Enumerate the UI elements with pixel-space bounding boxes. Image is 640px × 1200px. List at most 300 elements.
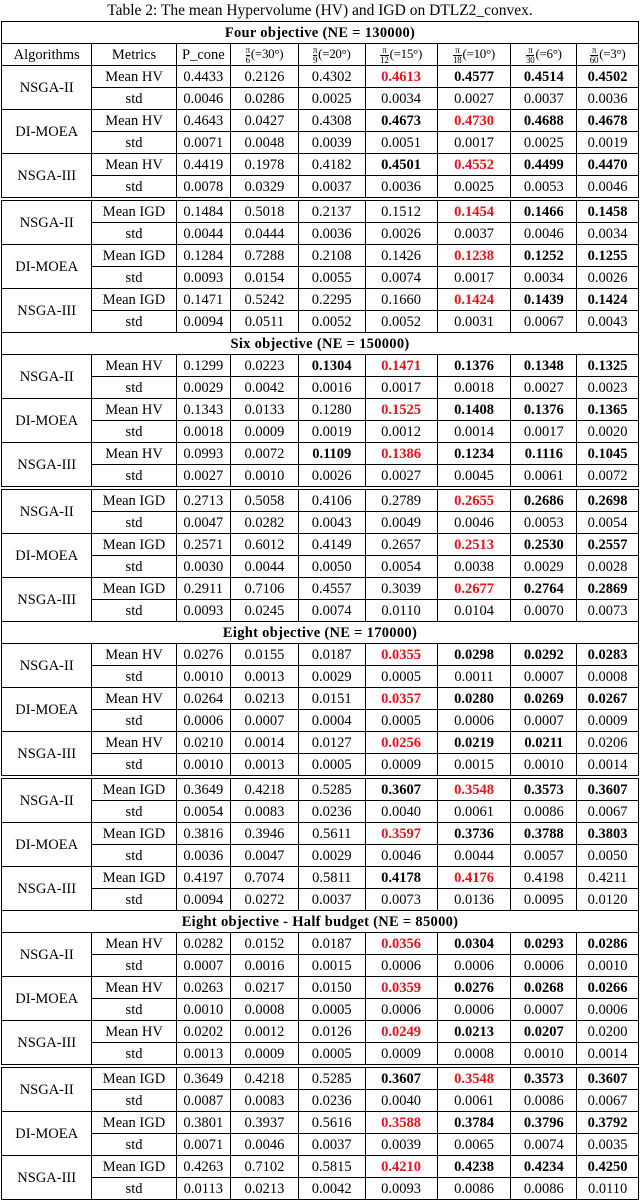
value-cell: 0.0236	[298, 801, 365, 823]
value-cell: 0.4182	[298, 154, 365, 176]
value-cell: 0.0071	[176, 132, 230, 154]
value-cell: 0.0050	[298, 556, 365, 578]
metric-label: Mean IGD	[92, 1112, 176, 1134]
table-row	[2, 154, 639, 176]
value-cell: 0.1386	[365, 443, 437, 465]
value-cell: 0.4197	[176, 867, 230, 889]
value-cell: 0.0010	[176, 666, 230, 688]
section-title-row	[2, 333, 639, 355]
value-cell: 0.0110	[577, 1178, 639, 1200]
value-cell: 0.0074	[298, 600, 365, 622]
value-cell: 0.4502	[577, 66, 639, 88]
table-row	[2, 644, 639, 666]
header-suffix: (=10°)	[462, 46, 495, 62]
results-table	[1, 21, 639, 1200]
value-cell: 0.0276	[176, 644, 230, 666]
value-cell: 0.0018	[437, 377, 511, 399]
value-cell: 0.0127	[298, 732, 365, 754]
value-cell: 0.0007	[176, 955, 230, 977]
value-cell: 0.0095	[511, 889, 577, 911]
value-cell: 0.0016	[231, 955, 299, 977]
fraction-den: 9	[312, 54, 318, 65]
value-cell: 0.0025	[511, 132, 577, 154]
value-cell: 0.0086	[511, 1090, 577, 1112]
value-cell: 0.0036	[176, 845, 230, 867]
value-cell: 0.3784	[437, 1112, 511, 1134]
value-cell: 0.0026	[365, 223, 437, 245]
algorithm-name: NSGA-II	[2, 644, 92, 688]
value-cell: 0.0072	[231, 443, 299, 465]
header-row	[2, 44, 639, 66]
value-cell: 0.0042	[298, 1178, 365, 1200]
value-cell: 0.1471	[365, 355, 437, 377]
value-cell: 0.2698	[577, 490, 639, 512]
value-cell: 0.4106	[298, 490, 365, 512]
value-cell: 0.7102	[231, 1156, 299, 1178]
value-cell: 0.0061	[437, 1090, 511, 1112]
value-cell: 0.1252	[511, 245, 577, 267]
header-algorithms: Algorithms	[2, 44, 92, 66]
metric-label: std	[92, 889, 176, 911]
value-cell: 0.0264	[176, 688, 230, 710]
value-cell: 0.0282	[231, 512, 299, 534]
algorithm-name: NSGA-III	[2, 578, 92, 622]
metric-label: Mean HV	[92, 732, 176, 754]
table-row	[2, 999, 639, 1021]
value-cell: 0.0026	[577, 267, 639, 289]
metric-label: std	[92, 223, 176, 245]
value-cell: 0.2789	[365, 490, 437, 512]
metric-label: std	[92, 600, 176, 622]
metric-label: Mean HV	[92, 688, 176, 710]
value-cell: 0.0054	[577, 512, 639, 534]
value-cell: 0.0213	[231, 688, 299, 710]
metric-label: Mean HV	[92, 933, 176, 955]
value-cell: 0.4557	[298, 578, 365, 600]
value-cell: 0.1439	[511, 289, 577, 311]
value-cell: 0.0037	[437, 223, 511, 245]
value-cell: 0.2764	[511, 578, 577, 600]
table-row	[2, 1178, 639, 1200]
algorithm-name: DI-MOEA	[2, 110, 92, 154]
metric-label: std	[92, 754, 176, 776]
header-col-4	[437, 44, 511, 66]
value-cell: 0.0037	[298, 176, 365, 198]
metric-label: Mean HV	[92, 644, 176, 666]
value-cell: 0.0044	[176, 223, 230, 245]
value-cell: 0.0152	[231, 933, 299, 955]
algorithm-name: NSGA-III	[2, 289, 92, 333]
value-cell: 0.1304	[298, 355, 365, 377]
table-row	[2, 977, 639, 999]
value-cell: 0.5616	[298, 1112, 365, 1134]
value-cell: 0.0072	[577, 465, 639, 487]
value-cell: 0.0040	[365, 1090, 437, 1112]
metric-label: std	[92, 1090, 176, 1112]
algorithm-name: NSGA-II	[2, 66, 92, 110]
value-cell: 0.4678	[577, 110, 639, 132]
metric-label: std	[92, 465, 176, 487]
value-cell: 0.4419	[176, 154, 230, 176]
value-cell: 0.0020	[577, 421, 639, 443]
metric-label: Mean IGD	[92, 289, 176, 311]
value-cell: 0.0187	[298, 644, 365, 666]
metric-label: std	[92, 176, 176, 198]
value-cell: 0.0031	[437, 311, 511, 333]
value-cell: 0.0187	[298, 933, 365, 955]
header-suffix: (=6°)	[535, 46, 562, 62]
value-cell: 0.0037	[298, 889, 365, 911]
metric-label: Mean HV	[92, 110, 176, 132]
fraction-num: π	[245, 44, 250, 55]
algorithm-name: NSGA-II	[2, 933, 92, 977]
table-row	[2, 1156, 639, 1178]
table-row	[2, 88, 639, 110]
value-cell: 0.0018	[176, 421, 230, 443]
value-cell: 0.3816	[176, 823, 230, 845]
value-cell: 0.0071	[176, 1134, 230, 1156]
table-row	[2, 732, 639, 754]
value-cell: 0.1978	[231, 154, 299, 176]
value-cell: 0.7288	[231, 245, 299, 267]
metric-label: Mean IGD	[92, 779, 176, 801]
value-cell: 0.2557	[577, 534, 639, 556]
value-cell: 0.3588	[365, 1112, 437, 1134]
value-cell: 0.1348	[511, 355, 577, 377]
value-cell: 0.2686	[511, 490, 577, 512]
value-cell: 0.0035	[577, 1134, 639, 1156]
value-cell: 0.0015	[298, 955, 365, 977]
value-cell: 0.0005	[298, 1043, 365, 1065]
value-cell: 0.3649	[176, 779, 230, 801]
metric-label: std	[92, 999, 176, 1021]
metric-label: std	[92, 132, 176, 154]
value-cell: 0.4234	[511, 1156, 577, 1178]
value-cell: 0.0219	[437, 732, 511, 754]
metric-label: std	[92, 1134, 176, 1156]
value-cell: 0.4218	[231, 779, 299, 801]
value-cell: 0.0067	[577, 1090, 639, 1112]
value-cell: 0.4302	[298, 66, 365, 88]
value-cell: 0.3801	[176, 1112, 230, 1134]
header-col-2	[298, 44, 365, 66]
value-cell: 0.3788	[511, 823, 577, 845]
value-cell: 0.5285	[298, 779, 365, 801]
value-cell: 0.4211	[577, 867, 639, 889]
value-cell: 0.4218	[231, 1068, 299, 1090]
algorithm-name: DI-MOEA	[2, 399, 92, 443]
value-cell: 0.0094	[176, 311, 230, 333]
metric-label: Mean IGD	[92, 1068, 176, 1090]
metric-label: std	[92, 845, 176, 867]
table-row	[2, 1134, 639, 1156]
value-cell: 0.0039	[298, 132, 365, 154]
table-row	[2, 666, 639, 688]
table-row	[2, 245, 639, 267]
value-cell: 0.0014	[437, 421, 511, 443]
value-cell: 0.3607	[577, 1068, 639, 1090]
metric-label: std	[92, 710, 176, 732]
value-cell: 0.0017	[437, 267, 511, 289]
results-table-body	[2, 22, 639, 1200]
table-row	[2, 534, 639, 556]
header-col-1	[231, 44, 299, 66]
value-cell: 0.0009	[231, 1043, 299, 1065]
value-cell: 0.0286	[231, 88, 299, 110]
value-cell: 0.0042	[231, 377, 299, 399]
metric-label: Mean IGD	[92, 867, 176, 889]
metric-label: std	[92, 88, 176, 110]
algorithm-name: NSGA-III	[2, 867, 92, 911]
value-cell: 0.0292	[511, 644, 577, 666]
value-cell: 0.0048	[231, 132, 299, 154]
value-cell: 0.0010	[511, 754, 577, 776]
metric-label: std	[92, 666, 176, 688]
value-cell: 0.0054	[176, 801, 230, 823]
fraction-num: π	[526, 46, 534, 56]
value-cell: 0.1525	[365, 399, 437, 421]
value-cell: 0.3736	[437, 823, 511, 845]
table-row	[2, 933, 639, 955]
value-cell: 0.4433	[176, 66, 230, 88]
table-row	[2, 754, 639, 776]
header-col-6	[577, 44, 639, 66]
algorithm-name: DI-MOEA	[2, 688, 92, 732]
value-cell: 0.0013	[176, 1043, 230, 1065]
header-suffix: (=15°)	[389, 46, 422, 62]
value-cell: 0.5058	[231, 490, 299, 512]
table-row	[2, 132, 639, 154]
value-cell: 0.0276	[437, 977, 511, 999]
value-cell: 0.4613	[365, 66, 437, 88]
value-cell: 0.1660	[365, 289, 437, 311]
value-cell: 0.0006	[365, 999, 437, 1021]
header-metrics: Metrics	[92, 44, 176, 66]
value-cell: 0.2911	[176, 578, 230, 600]
value-cell: 0.0272	[231, 889, 299, 911]
value-cell: 0.1116	[511, 443, 577, 465]
value-cell: 0.0236	[298, 1090, 365, 1112]
value-cell: 0.2713	[176, 490, 230, 512]
table-row	[2, 779, 639, 801]
section-title: Six objective (NE = 150000)	[2, 333, 639, 355]
value-cell: 0.2530	[511, 534, 577, 556]
algorithm-name: NSGA-III	[2, 732, 92, 776]
table-row	[2, 267, 639, 289]
value-cell: 0.0052	[365, 311, 437, 333]
value-cell: 0.4178	[365, 867, 437, 889]
algorithm-name: DI-MOEA	[2, 1112, 92, 1156]
value-cell: 0.5611	[298, 823, 365, 845]
value-cell: 0.0006	[437, 955, 511, 977]
value-cell: 0.3548	[437, 1068, 511, 1090]
value-cell: 0.0256	[365, 732, 437, 754]
section-title: Four objective (NE = 130000)	[2, 22, 639, 44]
value-cell: 0.1045	[577, 443, 639, 465]
table-row	[2, 1021, 639, 1043]
value-cell: 0.0356	[365, 933, 437, 955]
table-row	[2, 512, 639, 534]
value-cell: 0.0151	[298, 688, 365, 710]
value-cell: 0.0010	[176, 754, 230, 776]
value-cell: 0.0036	[577, 88, 639, 110]
table-row	[2, 823, 639, 845]
value-cell: 0.0286	[577, 933, 639, 955]
fraction-den: 12	[380, 54, 389, 65]
value-cell: 0.0070	[511, 600, 577, 622]
algorithm-name: NSGA-III	[2, 443, 92, 487]
fraction	[380, 46, 388, 65]
value-cell: 0.0004	[298, 710, 365, 732]
value-cell: 0.5815	[298, 1156, 365, 1178]
value-cell: 0.6012	[231, 534, 299, 556]
value-cell: 0.5018	[231, 201, 299, 223]
value-cell: 0.0043	[298, 512, 365, 534]
value-cell: 0.0027	[365, 465, 437, 487]
value-cell: 0.2571	[176, 534, 230, 556]
fraction-num: π	[590, 46, 598, 56]
value-cell: 0.0009	[577, 710, 639, 732]
value-cell: 0.0133	[231, 399, 299, 421]
value-cell: 0.0054	[365, 556, 437, 578]
value-cell: 0.0029	[298, 845, 365, 867]
value-cell: 0.4238	[437, 1156, 511, 1178]
table-row	[2, 867, 639, 889]
metric-label: Mean HV	[92, 399, 176, 421]
value-cell: 0.0013	[231, 754, 299, 776]
metric-label: Mean IGD	[92, 534, 176, 556]
value-cell: 0.0086	[511, 801, 577, 823]
table-row	[2, 176, 639, 198]
value-cell: 0.4198	[511, 867, 577, 889]
section-title: Eight objective - Half budget (NE = 85000)	[2, 911, 639, 933]
value-cell: 0.0154	[231, 267, 299, 289]
value-cell: 0.0104	[437, 600, 511, 622]
value-cell: 0.1109	[298, 443, 365, 465]
metric-label: Mean IGD	[92, 823, 176, 845]
value-cell: 0.3937	[231, 1112, 299, 1134]
value-cell: 0.0010	[511, 1043, 577, 1065]
value-cell: 0.0055	[298, 267, 365, 289]
value-cell: 0.0029	[176, 377, 230, 399]
value-cell: 0.4514	[511, 66, 577, 88]
value-cell: 0.4250	[577, 1156, 639, 1178]
value-cell: 0.1471	[176, 289, 230, 311]
metric-label: std	[92, 421, 176, 443]
value-cell: 0.0006	[437, 999, 511, 1021]
value-cell: 0.2655	[437, 490, 511, 512]
metric-label: Mean HV	[92, 154, 176, 176]
value-cell: 0.0008	[577, 666, 639, 688]
header-suffix: (=20°)	[318, 46, 351, 62]
value-cell: 0.0051	[365, 132, 437, 154]
header-col-0: P_cone	[176, 44, 230, 66]
table-row	[2, 801, 639, 823]
fraction	[526, 46, 534, 65]
value-cell: 0.0061	[437, 801, 511, 823]
value-cell: 0.0086	[511, 1178, 577, 1200]
value-cell: 0.0245	[231, 600, 299, 622]
metric-label: Mean IGD	[92, 201, 176, 223]
fraction	[590, 46, 598, 65]
value-cell: 0.1255	[577, 245, 639, 267]
value-cell: 0.0263	[176, 977, 230, 999]
table-row	[2, 490, 639, 512]
value-cell: 0.3607	[577, 779, 639, 801]
value-cell: 0.0213	[231, 1178, 299, 1200]
value-cell: 0.2137	[298, 201, 365, 223]
value-cell: 0.0057	[511, 845, 577, 867]
value-cell: 0.0007	[511, 999, 577, 1021]
table-row	[2, 845, 639, 867]
value-cell: 0.0267	[577, 688, 639, 710]
value-cell: 0.0028	[577, 556, 639, 578]
value-cell: 0.0304	[437, 933, 511, 955]
metric-label: Mean HV	[92, 1021, 176, 1043]
value-cell: 0.0011	[437, 666, 511, 688]
value-cell: 0.0043	[577, 311, 639, 333]
algorithm-name: NSGA-II	[2, 201, 92, 245]
value-cell: 0.0427	[231, 110, 299, 132]
metric-label: Mean IGD	[92, 490, 176, 512]
value-cell: 0.2126	[231, 66, 299, 88]
table-row	[2, 443, 639, 465]
value-cell: 0.0014	[577, 1043, 639, 1065]
value-cell: 0.0008	[231, 999, 299, 1021]
value-cell: 0.3946	[231, 823, 299, 845]
value-cell: 0.0074	[365, 267, 437, 289]
value-cell: 0.4688	[511, 110, 577, 132]
algorithm-name: DI-MOEA	[2, 534, 92, 578]
value-cell: 0.7106	[231, 578, 299, 600]
table-row	[2, 66, 639, 88]
header-suffix: (=3°)	[599, 46, 626, 62]
table-caption: Table 2: The mean Hypervolume (HV) and IGD on DTLZ2_convex.	[107, 2, 533, 19]
value-cell: 0.4470	[577, 154, 639, 176]
metric-label: std	[92, 512, 176, 534]
section-title-row	[2, 22, 639, 44]
value-cell: 0.0030	[176, 556, 230, 578]
value-cell: 0.0282	[176, 933, 230, 955]
fraction-den: 18	[453, 54, 462, 65]
metric-label: Mean IGD	[92, 1156, 176, 1178]
value-cell: 0.0283	[577, 644, 639, 666]
value-cell: 0.0200	[577, 1021, 639, 1043]
algorithm-name: DI-MOEA	[2, 977, 92, 1021]
value-cell: 0.1299	[176, 355, 230, 377]
value-cell: 0.0298	[437, 644, 511, 666]
value-cell: 0.0015	[437, 754, 511, 776]
algorithm-name: NSGA-III	[2, 1156, 92, 1200]
metric-label: Mean HV	[92, 443, 176, 465]
value-cell: 0.0053	[511, 512, 577, 534]
value-cell: 0.0044	[231, 556, 299, 578]
value-cell: 0.0268	[511, 977, 577, 999]
fraction	[453, 46, 461, 65]
value-cell: 0.0010	[577, 955, 639, 977]
value-cell: 0.0017	[511, 421, 577, 443]
value-cell: 0.0009	[231, 421, 299, 443]
value-cell: 0.0293	[511, 933, 577, 955]
value-cell: 0.1466	[511, 201, 577, 223]
value-cell: 0.0026	[298, 465, 365, 487]
value-cell: 0.0213	[437, 1021, 511, 1043]
value-cell: 0.0012	[365, 421, 437, 443]
algorithm-name: NSGA-III	[2, 154, 92, 198]
value-cell: 0.0993	[176, 443, 230, 465]
value-cell: 0.0007	[511, 666, 577, 688]
value-cell: 0.0034	[365, 88, 437, 110]
